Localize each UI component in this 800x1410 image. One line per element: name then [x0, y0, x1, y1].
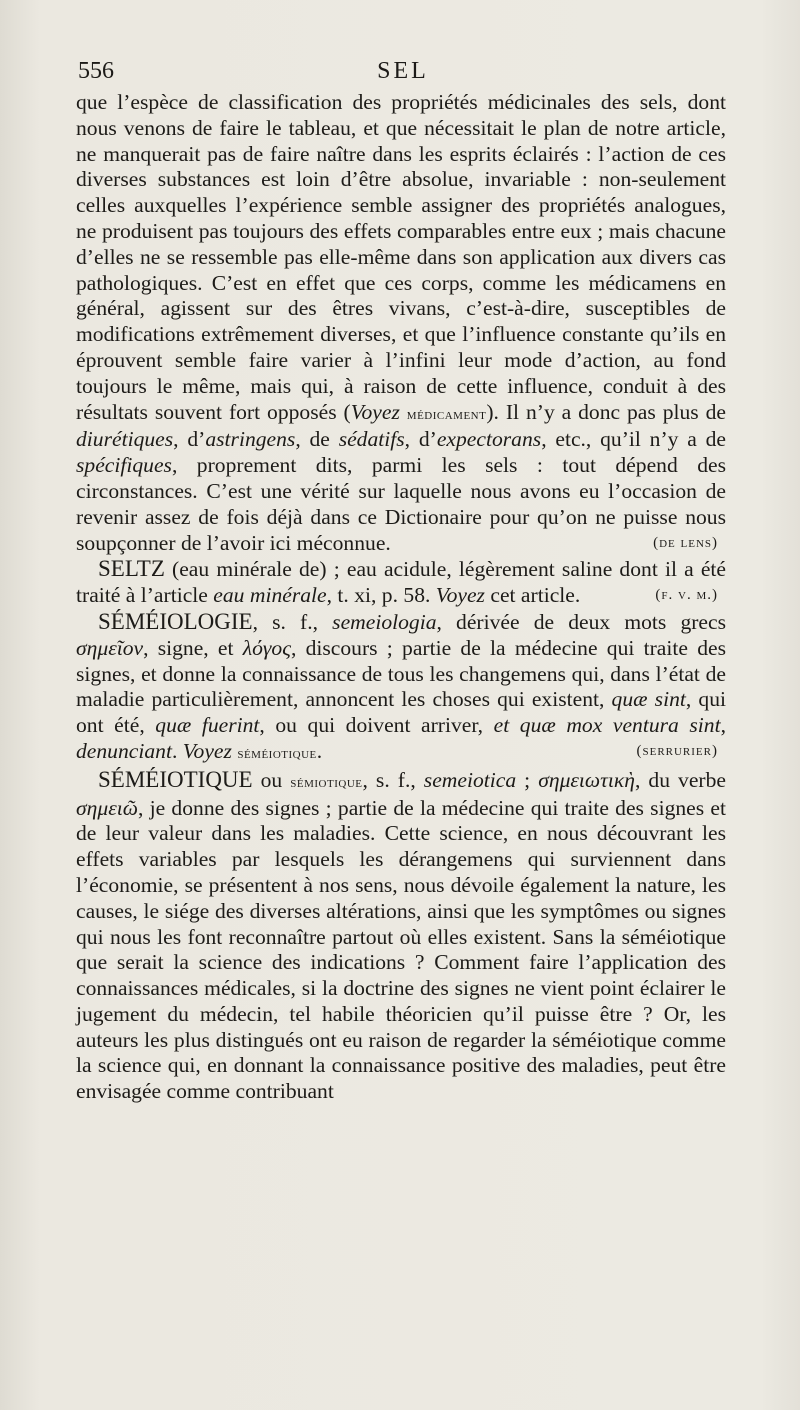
headword: SÉMÉIOTIQUE: [98, 766, 253, 792]
page-header: [78, 58, 728, 92]
cross-ref-medicament: médicament: [406, 405, 487, 423]
page-number: 556: [78, 58, 114, 84]
greek-word: σημεῖον: [76, 635, 144, 660]
greek-word: σημειῶ: [76, 795, 138, 820]
entry-semeiotique: SÉMÉIOTIQUE ou sémiotique, s. f., semeiotica ; σημειωτικὴ, du verbe σημειῶ, je donne des signes ; partie de la médecine qui traite des signes et de leur valeur dans les maladies. Cette science, en nous découvrant les effets variables par lesquels les dérangemens qui surviennent dans l’économie, se présentent à nos sens, nous dévoile également la nature, les causes, le siége des diverses altérations, ainsi que les symptômes ou signes qui nous les font reconnaître partout où elles existent. Sans la séméiotique que serait la science des indications ? Comment faire l’application des connaissances médicales, si la doctrine des signes ne vient point éclairer le jugement du médecin, tel habile théoricien qu’il puisse être ? Or, les auteurs les plus distingués ont eu raison de regarder la séméiotique comme la science qui, en donnant la connaissance positive des maladies, peut être envisagée comme contribuant: [76, 766, 727, 1104]
paragraph-continuation: que l’espèce de classification des propriétés médicinales des sels, dont nous venons de faire le tableau, et que nécessitait le plan de notre article, ne manquerait pas de faire naître dans les esprits éclairés : l’action de ces diverses substances est loin d’être absolue, invariable : non-seulement celles auxquelles l’expérience semble assigner des propriétés analogues, ne produisent pas toujours des effets comparables entre eux ; mais chacune d’elles ne se ressemble pas elle-même dans son application aux divers cas pathologiques. C’est en effet que ces corps, comme les médicamens en général, agissent sur des êtres vivans, c’est-à-dire, susceptibles de modifications extrêmement diverses, et que l’influence constante qu’ils en éprouvent semble faire varier à l’infini leur mode d’action, au fond toujours le même, mais qui, à raison de cette influence, conduit à des résultats souvent fort opposés (Voyez médicament). Il n’y a donc pas plus de diurétiques, d’astringens, de sédatifs, d’expectorans, etc., qu’il n’y a de spécifiques, proprement dits, parmi les sels : tout dépend des circonstances. C’est une vérité sur laquelle nous avons eu l’occasion de revenir assez de fois déjà dans ce Dictionaire pour qu’on ne puisse nous soupçonner de l’avoir ici méconnue. (de lens): [76, 90, 726, 555]
entry-semeiologie: SÉMÉIOLOGIE, s. f., semeiologia, dérivée de deux mots grecs σημεῖον, signe, et λόγος, discours ; partie de la médecine qui traite des signes, et donne la connaissance de tous les changemens qui, dans l’état de maladie particulièrement, annoncent les choses qui existent, quæ sint, qui ont été, quæ fuerint, ou qui doivent arriver, et quæ mox ventura sint, denunciant. Voyez séméiotique. (serrurier): [76, 608, 727, 763]
author-signature: (serrurier): [636, 742, 718, 759]
headword: SELTZ: [98, 556, 165, 582]
text-body: [76, 90, 726, 1105]
headword: SÉMÉIOLOGIE: [98, 608, 253, 634]
greek-word: σημειωτικὴ: [538, 767, 635, 792]
cross-ref-semeiotique: séméiotique: [237, 744, 317, 762]
running-head: SEL: [377, 58, 429, 84]
author-signature: (f. v. m.): [655, 587, 718, 604]
voyez-ref: Voyez: [350, 399, 400, 424]
greek-word: λόγος: [242, 635, 291, 660]
entry-seltz: SELTZ (eau minérale de) ; eau acidule, légèrement saline dont il a été traité à l’article eau minérale, t. xi, p. 58. Voyez cet article. (f. v. m.): [76, 556, 726, 608]
author-signature: (de lens): [653, 534, 718, 551]
